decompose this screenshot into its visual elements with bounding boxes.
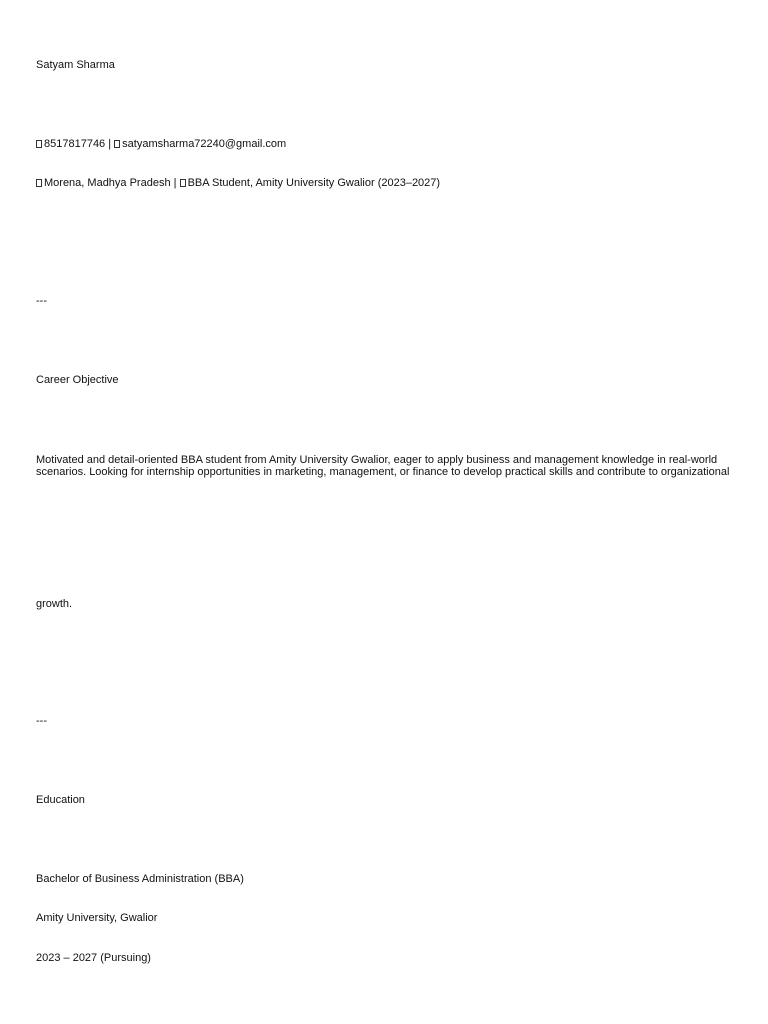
location-separator: | [173, 177, 177, 189]
career-objective-text-continued: growth. [36, 598, 73, 610]
location-text: Morena, Madhya Pradesh [44, 177, 171, 189]
location-icon [36, 179, 42, 187]
section-divider: --- [36, 295, 47, 307]
email-address: satyamsharma72240@gmail.com [122, 138, 287, 150]
location-line [36, 177, 440, 189]
contact-line [36, 138, 286, 150]
education-heading: Education [36, 794, 85, 806]
contact-separator: | [108, 138, 112, 150]
email-icon [114, 140, 120, 148]
education-degree: Bachelor of Business Administration (BBA) [36, 873, 244, 885]
candidate-name: Satyam Sharma [36, 59, 115, 71]
career-objective-heading: Career Objective [36, 374, 119, 386]
student-status: BBA Student, Amity University Gwalior (2023–2027) [187, 177, 441, 189]
phone-icon [36, 140, 42, 148]
section-divider: --- [36, 715, 47, 727]
education-institution: Amity University, Gwalior [36, 912, 158, 924]
education-period: 2023 – 2027 (Pursuing) [36, 952, 151, 964]
career-objective-text: Motivated and detail-oriented BBA student from Amity University Gwalior, eager to apply business and management knowledge in real-world scenarios. Looking for internship opportunities in marketing, management, or finance to develop practical skills and contribute to organizational [36, 454, 730, 478]
graduation-cap-icon [180, 179, 186, 187]
phone-number: 8517817746 [44, 138, 106, 150]
